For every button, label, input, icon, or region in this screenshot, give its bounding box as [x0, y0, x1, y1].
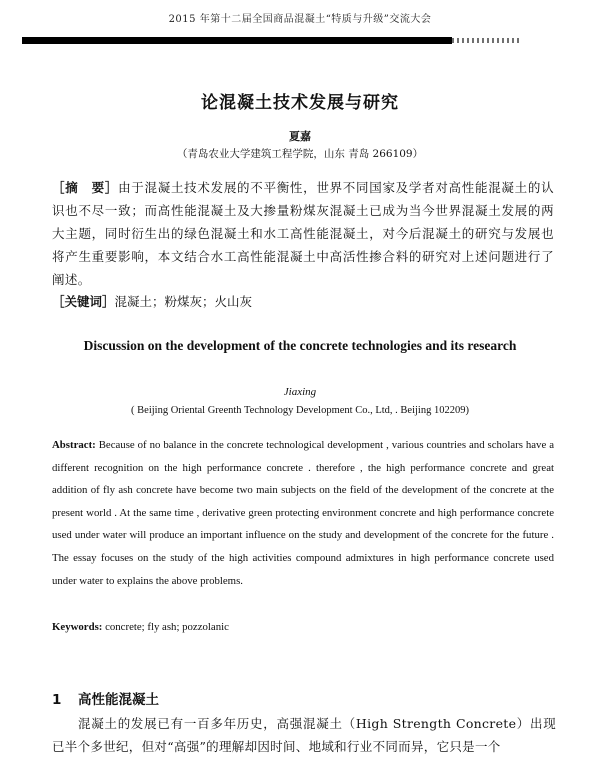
abstract-text-english: Because of no balance in the concrete technological development , various countries and scholars have a different recognition on the high performance concrete . therefore , the high performance concrete and great addition of fly ash concrete have become two main subjects on the field of the development of the concrete at the present world . At the same time , derivative green protecting environment concrete and high performance concrete used under water will produce an important influence on the study and development of the concrete for the future . The essay focuses on the study of the high activities compound admixtures in high performance concrete used under water to explains the above problems. [52, 439, 554, 587]
section-1-paragraph: 混凝土的发展已有一百多年历史，高强混凝土（High Strength Concrete）出现已半个多世纪，但对“高强”的理解却因时间、地域和行业不同而异，它只是一个 [52, 716, 556, 754]
affiliation-chinese: （青岛农业大学建筑工程学院，山东 青岛 266109） [176, 148, 424, 160]
abstract-label-chinese: ［摘 要］ [52, 180, 119, 195]
section-number: 1 [52, 692, 62, 708]
paper-title-chinese: 论混凝土技术发展与研究 [201, 93, 399, 113]
abstract-text-chinese: 由于混凝土技术发展的不平衡性，世界不同国家及学者对高性能混凝土的认识也不尽一致；而高性能混凝土及大掺量粉煤灰混凝土已成为当今世界混凝土发展的两大主题，同时衍生出的绿色混凝土和水工高性能混凝土，对今后混凝土的研究与发展也将产生重要影响，本文结合水工高性能混凝土中高活性掺合料的研究对上述问题进行了阐述。 [52, 180, 554, 287]
header-rule [22, 37, 452, 44]
abstract-english [52, 434, 554, 592]
header-rule-fade [452, 38, 522, 43]
keywords-chinese [52, 290, 554, 313]
affiliation-english: ( Beijing Oriental Greenth Technology Development Co., Ltd, . Beijing 102209) [131, 405, 469, 416]
keywords-text-english: concrete; fly ash; pozzolanic [105, 621, 229, 633]
section-title: 高性能混凝土 [78, 692, 159, 708]
keywords-english [52, 617, 554, 637]
keywords-label-english: Keywords: [52, 621, 103, 633]
keywords-label-chinese: ［关键词］ [52, 294, 115, 309]
keywords-text-chinese: 混凝土；粉煤灰；火山灰 [114, 294, 253, 309]
running-header: 2015 年第十二届全国商品混凝土“特质与升级”交流大会 [168, 14, 432, 25]
author-chinese: 夏嘉 [289, 130, 311, 143]
section-1-heading [52, 688, 159, 708]
abstract-label-english: Abstract: [52, 439, 96, 451]
paper-title-english: Discussion on the development of the concrete technologies and its research [83, 338, 517, 353]
author-english: Jiaxing [283, 386, 317, 398]
abstract-chinese [52, 176, 554, 291]
